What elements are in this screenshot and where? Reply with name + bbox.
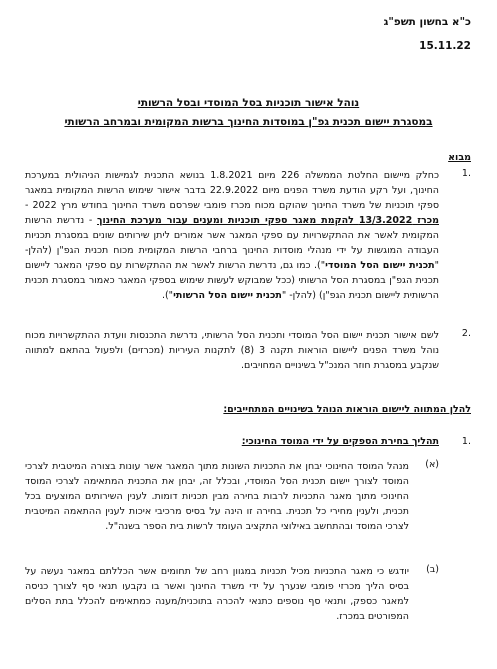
intro-item-1-text-c: "). כמו גם, נדרשת הרשות לאשר את ההתקשרות עם ספקי המאגר ליישום תכנית הגפ"ן במסגרת הסל הרשותי (ככל שמבוקש לעשות שימוש בספקי המאגר כאמור במסגרת תכנית הרשותית ליישום תכנית הגפ"ן) (להלן- " — [25, 260, 439, 301]
intro-item-1-number: .1 — [461, 168, 471, 179]
document-title-line-2: במסגרת יישום תכנית גפ"ן במוסדות החינוך ברשות המקומית ובמרחב הרשותי — [64, 116, 433, 128]
intro-item-2-number: .2 — [461, 328, 471, 339]
intro-item-2-text: לשם אישור תכנית יישום הסל המוסדי ותכנית הסל הרשותי, נדרשת התכנסות וועדת ההתקשרויות מכוח נוהל משרד הפנים ליישום הוראות תקנה 3 (8) לתקנות העיריות (מכרזים) ולפעול בהתאם למתווה שנקבע במסגרת חוזר המנכ"ל בשינויים המחויבים. — [25, 330, 439, 371]
intro-heading: מבוא — [448, 152, 471, 163]
tender-name: מכרז 13/3.2022 להקמת מאגר ספקי תוכניות ומענים עבור מערכת החינוך — [97, 215, 439, 226]
document-title-line-1: נוהל אישור תוכניות בסל המוסדי ובסל הרשותי — [137, 97, 360, 109]
intro-item-1-text-b: - נדרשת הרשות המקומית לאשר את ההתקשרויות עם ספקי המאגר אשר אמורים ליתן שירותים שונים במסגרת תכניות העבודה המוגשות על ידי מנהלי מוסדות החינוך ברחבי הרשות המקומית מכוח תכנית הגפ"ן (להלן- " — [25, 215, 439, 271]
sub-item-a-text: מנהל המוסד החינוכי יבחן את התכניות השונות מתוך המאגר אשר עונות בצורה המיטבית לצרכי המוסד לצורך יישום תכנית הסל המוסדי, ובכלל זה, יבחן את התכנית המתאימה לצרכי המוסד החינוכי מתוך מאגר התכניות לרבות בחירה מבין תכניות דומות. לענין השירותים המוצעים בכל תכנית, ולענין מחירי כל תכנית. בחירה זו הינה על בסיס מרכיבי איכות לענין ההתאמה המיטבית לצרכי המוסד ובהתחשב באילוצי התקציב העומד לרשות בית הספר בשנה"ל. — [25, 461, 409, 532]
sub-item-a-letter: (א) — [425, 459, 439, 470]
section-1-number: .1 — [461, 436, 471, 447]
intro-item-1-text — [25, 168, 439, 303]
sub-item-b-text: יודגש כי מאגר התכניות מכיל תכניות במגוון רחב של תחומים אשר הכללתם במאגר נעשה על בסיס הליך מכרזי פומבי שנערך על ידי משרד החינוך ואשר בו נקבעו תנאי סף לצורך כניסה למאגר כספק, ותנאי סף נוספים כתנאי להכרה בתוכנית/מענה כמתאימים להכלל בתת הסלים המפורטים במכרז. — [25, 566, 409, 622]
intro-item-1-text-a: כחלק מיישום החלטת הממשלה 226 מיום 1.8.2021 בנושא התכנית לגמישות הניהולית במערכת החינוך, ועל רקע הודעת משרד הפנים מיום 22.9.2022 בדבר אישור שימוש הרשות המקומית במאגר ספקי תוכניות של משרד החינוך שהוקם מכוח מכרז פומבי שפרסם משרד החינוך בחודש מרץ 2022 - — [25, 170, 439, 211]
sub-item-b-letter: (ב) — [426, 564, 439, 575]
section-1-heading: תהליך בחירת הספקים על ידי המוסד החינוכי: — [241, 436, 439, 447]
institutional-basket-term: תכנית יישום הסל המוסדי — [325, 260, 435, 271]
instructions-heading: להלן המתווה ליישום הוראות הנוהל בשינויים המתחייבים: — [223, 404, 471, 415]
municipal-basket-term: תכנית יישום הסל הרשותי — [173, 290, 282, 301]
document-date: 15.11.22 — [419, 40, 471, 52]
intro-item-1-text-d: "). — [161, 290, 174, 301]
hebrew-date: כ"א בחשון תשפ"ג — [383, 16, 471, 28]
